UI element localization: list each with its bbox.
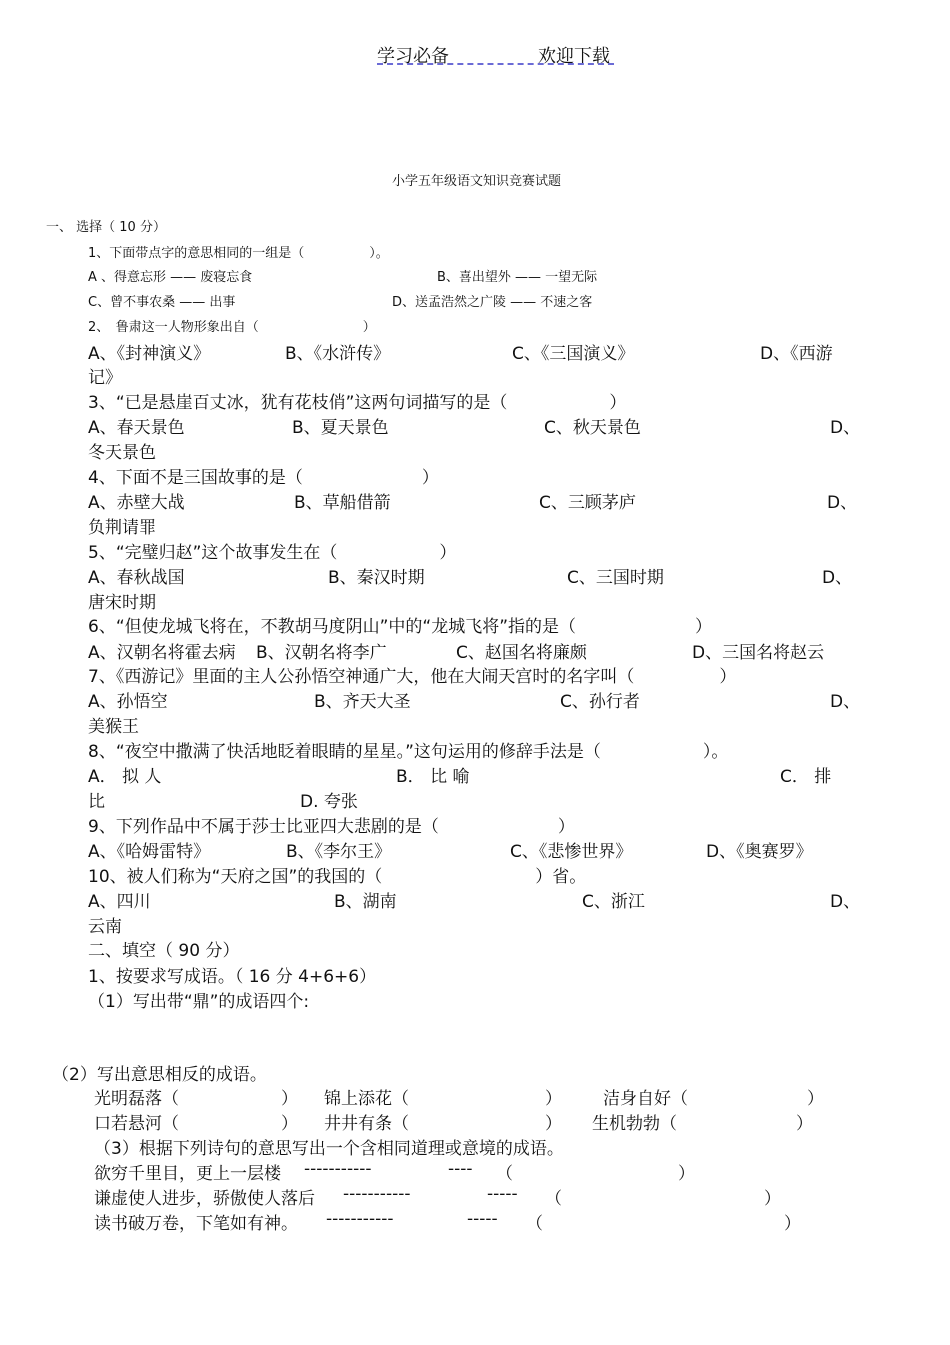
option-d-cont: 冬天景色 xyxy=(88,443,156,463)
option-a: A． 拟 人 xyxy=(88,767,162,787)
option-c: C、秋天景色 xyxy=(544,418,641,438)
poem-line: 谦虚使人进步，骄傲使人落后 xyxy=(94,1189,315,1209)
option-d: D、《奥赛罗》 xyxy=(706,842,813,862)
option-c: C、孙行者 xyxy=(560,692,640,712)
header-right: 欢迎下载 xyxy=(538,46,610,67)
option-d: D. 夸张 xyxy=(300,792,358,812)
option-b: B、秦汉时期 xyxy=(328,568,425,588)
option-d: D、 xyxy=(830,892,861,912)
poem-line: 读书破万卷，下笔如有神。 xyxy=(94,1214,298,1234)
idiom-item: 洁身自好（ ） xyxy=(603,1089,824,1109)
option-d-cont: 唐宋时期 xyxy=(88,593,156,613)
option-c: C、《悲惨世界》 xyxy=(510,842,633,862)
option-a: A、春秋战国 xyxy=(88,568,185,588)
poem-dashes: ---- xyxy=(448,1159,473,1179)
idiom-item: 口若悬河（ ） xyxy=(94,1114,298,1134)
option-d: D、送孟浩然之广陵 —— 不速之客 xyxy=(392,295,593,310)
poem-paren-open: （ xyxy=(496,1164,513,1184)
option-b: B、夏天景色 xyxy=(292,418,389,438)
question-stem: 9、下列作品中不属于莎士比亚四大悲剧的是（ ） xyxy=(88,817,575,837)
option-a: A、孙悟空 xyxy=(88,692,168,712)
option-a: A、赤壁大战 xyxy=(88,493,185,513)
question-stem: 2、 鲁肃这一人物形象出自（ ） xyxy=(88,320,376,335)
option-d-cont: 美猴王 xyxy=(88,717,139,737)
idiom-item: 井井有条（ ） xyxy=(324,1114,562,1134)
idiom-item: 光明磊落（ ） xyxy=(94,1089,298,1109)
idiom-item: 锦上添花（ ） xyxy=(324,1089,562,1109)
option-c: C、三国时期 xyxy=(567,568,664,588)
option-b: B、《李尔王》 xyxy=(286,842,392,862)
option-d-cont: 负荆请罪 xyxy=(88,518,156,538)
option-d: D、《西游 xyxy=(760,344,833,364)
option-d: D、 xyxy=(827,493,858,513)
question-stem: 10、被人们称为“天府之国”的我国的（ ）省。 xyxy=(88,867,587,887)
fill-question: 1、按要求写成语。（ 16 分 4+6+6） xyxy=(88,967,377,987)
option-d: D、 xyxy=(822,568,853,588)
option-d: D、三国名将赵云 xyxy=(692,643,825,663)
option-a: A 、得意忘形 —— 废寝忘食 xyxy=(88,270,253,285)
question-stem: 4、下面不是三国故事的是（ ） xyxy=(88,468,439,488)
option-d: D、 xyxy=(830,692,861,712)
option-b: B． 比 喻 xyxy=(396,767,470,787)
poem-dashes: ----------- xyxy=(326,1209,394,1229)
section-heading: 一、 选择（ 10 分） xyxy=(46,220,166,235)
poem-dashes: ----------- xyxy=(343,1184,411,1204)
question-stem: 5、“完璧归赵”这个故事发生在（ ） xyxy=(88,543,457,563)
option-c: C、曾不事农桑 —— 出事 xyxy=(88,295,236,310)
header-left: 学习必备 xyxy=(377,46,449,67)
option-d-cont: 记》 xyxy=(88,368,122,388)
option-b: B、湖南 xyxy=(334,892,397,912)
option-b: B、汉朝名将李广 xyxy=(256,643,387,663)
option-b: B、喜出望外 —— 一望无际 xyxy=(437,270,598,285)
poem-paren-close: ） xyxy=(764,1189,781,1209)
poem-dashes: ----------- xyxy=(304,1159,372,1179)
section-heading: 二、填空（ 90 分） xyxy=(88,941,240,961)
page-title: 小学五年级语文知识竞赛试题 xyxy=(392,174,562,189)
poem-paren-open: （ xyxy=(545,1189,562,1209)
option-c: C、浙江 xyxy=(582,892,645,912)
question-stem: 1、下面带点字的意思相同的一组是（ ）。 xyxy=(88,246,389,261)
option-d-cont: 云南 xyxy=(88,917,122,937)
option-c-cont: 比 xyxy=(88,792,105,812)
option-b: B、齐天大圣 xyxy=(314,692,411,712)
option-c: C、三顾茅庐 xyxy=(539,493,636,513)
header-underline xyxy=(377,63,614,65)
option-c: C、《三国演义》 xyxy=(512,344,635,364)
question-stem: 6、“但使龙城飞将在，不教胡马度阴山”中的“龙城飞将”指的是（ ） xyxy=(88,617,713,637)
option-a: A、汉朝名将霍去病 xyxy=(88,643,236,663)
option-a: A、《封神演义》 xyxy=(88,344,211,364)
poem-dashes: ----- xyxy=(487,1184,518,1204)
poem-paren-open: （ xyxy=(526,1214,543,1234)
option-a: A、春天景色 xyxy=(88,418,185,438)
poem-paren-close: ） xyxy=(784,1214,801,1234)
option-b: B、《水浒传》 xyxy=(285,344,391,364)
option-c: C． 排 xyxy=(780,767,832,787)
idiom-item: 生机勃勃（ ） xyxy=(592,1114,813,1134)
poem-dashes: ----- xyxy=(467,1209,498,1229)
option-a: A、《哈姆雷特》 xyxy=(88,842,211,862)
fill-subquestion: （3）根据下列诗句的意思写出一个含相同道理或意境的成语。 xyxy=(94,1139,564,1159)
option-c: C、赵国名将廉颇 xyxy=(456,643,587,663)
fill-subquestion: （2）写出意思相反的成语。 xyxy=(52,1065,267,1085)
option-d: D、 xyxy=(830,418,861,438)
fill-subquestion: （1）写出带“鼎”的成语四个: xyxy=(88,992,310,1012)
question-stem: 8、“夜空中撒满了快活地眨着眼睛的星星。”这句运用的修辞手法是（ ）。 xyxy=(88,742,729,762)
poem-line: 欲穷千里目，更上一层楼 xyxy=(94,1164,281,1184)
option-b: B、草船借箭 xyxy=(294,493,391,513)
question-stem: 3、“已是悬崖百丈冰，犹有花枝俏”这两句词描写的是（ ） xyxy=(88,393,627,413)
poem-paren-close: ） xyxy=(678,1164,695,1184)
question-stem: 7、《西游记》里面的主人公孙悟空神通广大，他在大闹天宫时的名字叫（ ） xyxy=(88,667,737,687)
option-a: A、四川 xyxy=(88,892,151,912)
